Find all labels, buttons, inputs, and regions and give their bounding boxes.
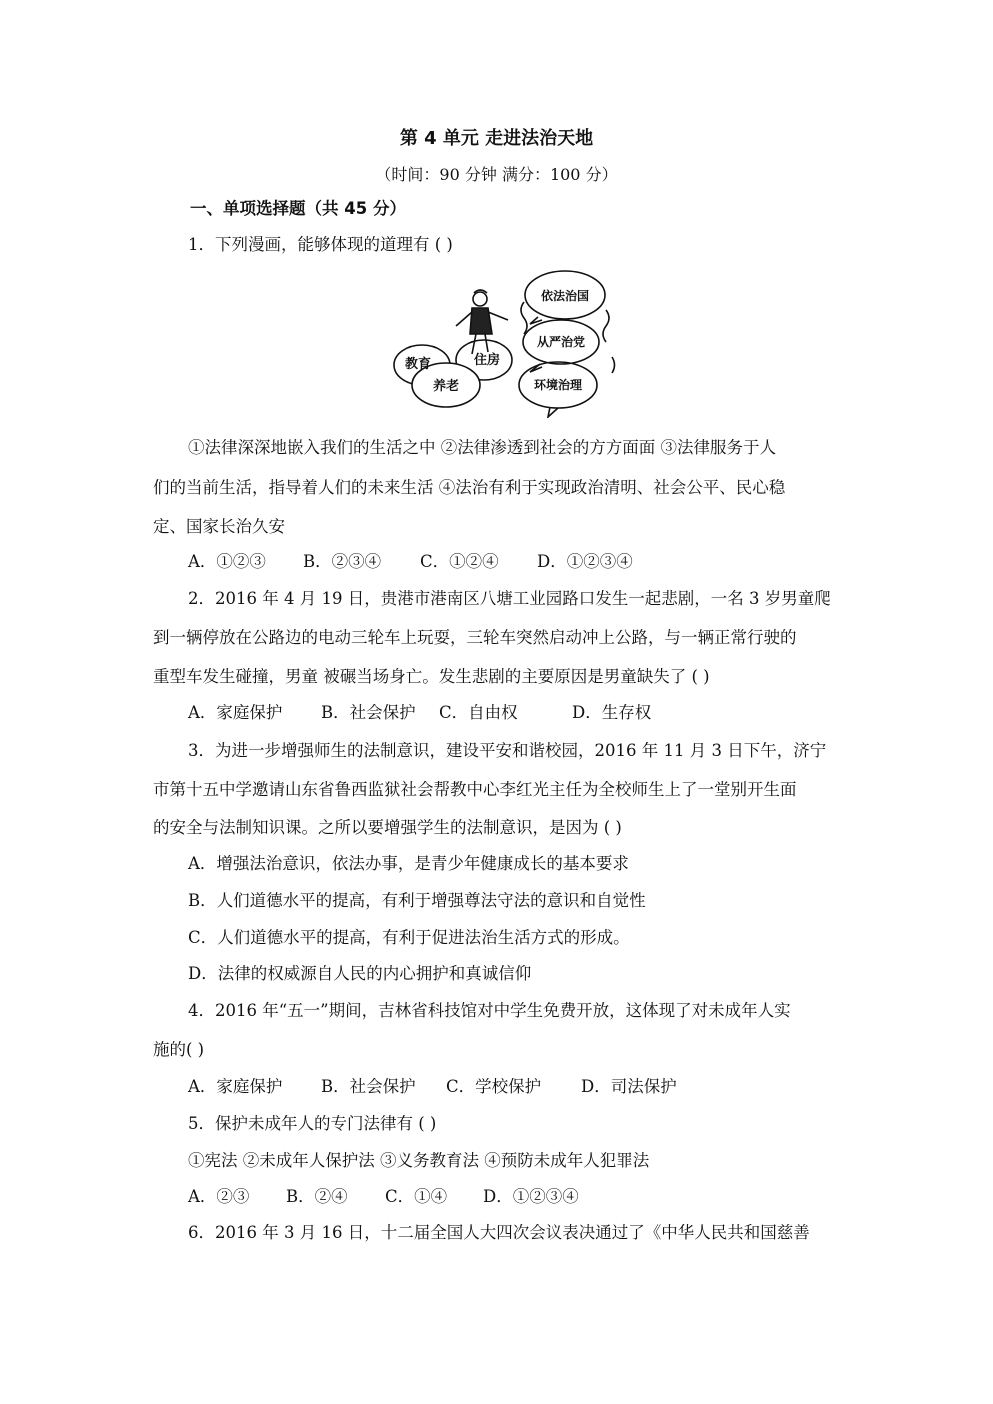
q5-option-a[interactable]: A．②③: [188, 1187, 250, 1206]
q1-statements-line-1: ①法律深深地嵌入我们的生活之中 ②法律渗透到社会的方方面面 ③法律服务于人: [188, 438, 776, 457]
q1-option-d[interactable]: D．①②③④: [537, 552, 633, 571]
q2-option-b[interactable]: B．社会保护: [321, 703, 416, 722]
q2-line-2: 到一辆停放在公路边的电动三轮车上玩耍，三轮车突然启动冲上公路，与一辆正常行驶的: [153, 628, 797, 647]
q6-line-1: 6．2016 年 3 月 16 日，十二届全国人大四次会议表决通过了《中华人民共和国慈善: [188, 1223, 810, 1242]
q3-option-c[interactable]: C．人们道德水平的提高，有利于促进法治生活方式的形成。: [188, 928, 630, 947]
q2-options: [188, 703, 651, 723]
q2-option-c[interactable]: C．自由权: [439, 703, 518, 722]
page-title: 第 4 单元 走进法治天地: [399, 128, 594, 149]
q5-option-b[interactable]: B．②④: [286, 1187, 348, 1206]
q5-option-d[interactable]: D．①②③④: [483, 1187, 579, 1206]
q4-options: [188, 1077, 677, 1097]
q3-option-b[interactable]: B．人们道德水平的提高，有利于增强尊法守法的意识和自觉性: [188, 891, 646, 910]
q4-option-d[interactable]: D．司法保护: [581, 1077, 677, 1096]
q3-line-1: 3．为进一步增强师生的法制意识，建设平安和谐校园，2016 年 11 月 3 日下午，济宁: [188, 741, 827, 760]
q5-option-c[interactable]: C．①④: [385, 1187, 448, 1206]
q5-statements: ①宪法 ②未成年人保护法 ③义务教育法 ④预防未成年人犯罪法: [188, 1151, 650, 1170]
exam-info: （时间：90 分钟 满分：100 分）: [375, 165, 618, 184]
q5-stem: 5．保护未成年人的专门法律有 ( ): [188, 1114, 437, 1133]
cartoon-label-4: 依法治国: [540, 289, 590, 303]
q2-line-1: 2．2016 年 4 月 19 日，贵港市港南区八塘工业园路口发生一起悲剧，一名 3 岁男童爬: [188, 589, 831, 608]
q1-option-c[interactable]: C．①②④: [420, 552, 499, 571]
q1-statements-line-3: 定、国家长治久安: [153, 517, 285, 536]
q3-line-3: 的安全与法制知识课。之所以要增强学生的法制意识，是因为 ( ): [153, 818, 622, 837]
law-cartoon-illustration: [390, 262, 622, 418]
q1-options: [188, 552, 633, 572]
person-head: [473, 292, 487, 306]
q3-option-d[interactable]: D．法律的权威源自人民的内心拥护和真诚信仰: [188, 964, 532, 983]
q3-option-a[interactable]: A．增强法治意识，依法办事，是青少年健康成长的基本要求: [188, 854, 629, 873]
q1-statements-line-2: 们的当前生活，指导着人们的未来生活 ④法治有利于实现政治清明、社会公平、民心稳: [153, 478, 786, 497]
section-heading: 一、单项选择题（共 45 分）: [190, 199, 406, 218]
cartoon-label-2: 养老: [432, 379, 460, 394]
q1-stem: 1．下列漫画，能够体现的道理有 ( ): [188, 235, 453, 254]
q3-line-2: 市第十五中学邀请山东省鲁西监狱社会帮教中心李红光主任为全校师生上了一堂别开生面: [153, 780, 797, 799]
q2-line-3: 重型车发生碰撞，男童 被碾当场身亡。发生悲剧的主要原因是男童缺失了 ( ): [153, 667, 710, 686]
q4-option-a[interactable]: A．家庭保护: [188, 1077, 283, 1096]
cartoon-label-3: 住房: [473, 353, 501, 368]
q2-option-d[interactable]: D．生存权: [572, 703, 652, 722]
q4-line-2: 施的( ): [153, 1040, 205, 1059]
q2-option-a[interactable]: A．家庭保护: [188, 703, 283, 722]
q4-option-b[interactable]: B．社会保护: [321, 1077, 416, 1096]
cartoon-label-5: 从严治党: [536, 335, 586, 349]
cartoon-label-1: 教育: [404, 357, 432, 372]
q4-line-1: 4．2016 年“五一”期间，吉林省科技馆对中学生免费开放，这体现了对未成年人实: [188, 1001, 791, 1020]
q4-option-c[interactable]: C．学校保护: [446, 1077, 542, 1096]
q1-option-a[interactable]: A．①②③: [188, 552, 266, 571]
cartoon-label-6: 环境治理: [533, 378, 583, 392]
q5-options: [188, 1187, 579, 1207]
q1-option-b[interactable]: B．②③④: [303, 552, 382, 571]
